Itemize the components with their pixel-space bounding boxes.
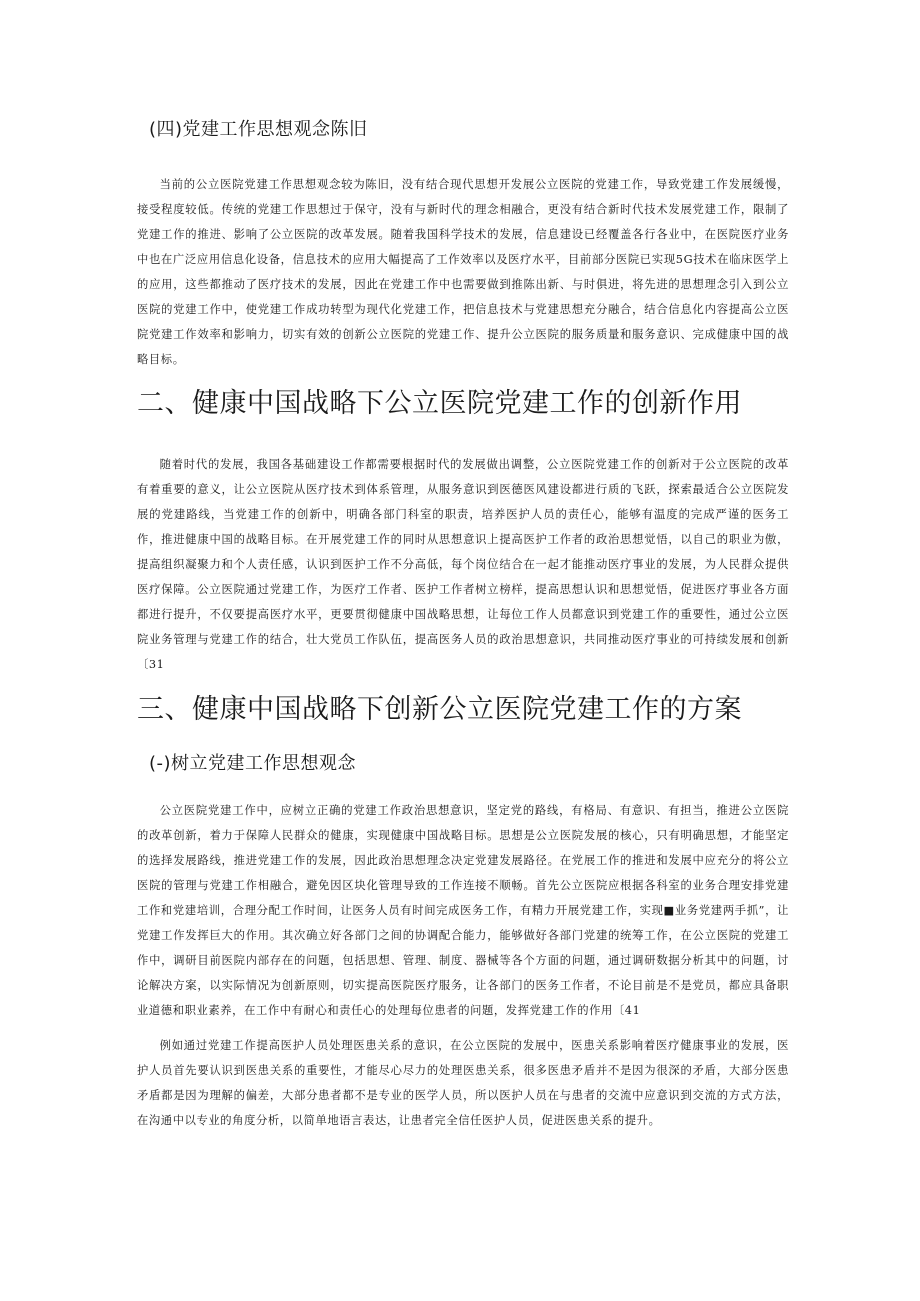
paragraph-outdated-thinking: 当前的公立医院党建工作思想观念较为陈旧，没有结合现代思想开发展公立医院的党建工作，导致党建工作发展缓慢，接受程度较低。传统的党建工作思想过于保守，没有与新时代的理念相融合，更没有结合新时代技术发展党建工作，限制了党建工作的推进、影响了公立医院的改革发展。随着我国科学技术的发展，信息建设已经覆盖各行各业中，在医院医疗业务中也在广泛应用信息化设备，信息技术的应用大幅提高了工作效率以及医疗水平，目前部分医院已实现5G技术在临床医学上的应用，这些都推动了医疗技术的发展，因此在党建工作中也需要做到推陈出新、与时俱进，将先进的思想理念引入到公立医院的党建工作中，使党建工作成功转型为现代化党建工作，把信息技术与党建思想充分融合，结合信息化内容提高公立医院党建工作效率和影响力，切实有效的创新公立医院的党建工作、提升公立医院的服务质量和服务意识、完成健康中国的战略目标。 (137, 178, 789, 366)
paragraph-establish-thinking: 公立医院党建工作中，应树立正确的党建工作政治思想意识，坚定党的路线，有格局、有意识、有担当，推进公立医院的改革创新，着力于保障人民群众的健康，实现健康中国战略目标。思想是公立医院发展的核心，只有明确思想，才能坚定的选择发展路线，推进党建工作的发展，因此政治思想理念决定党建发展路径。在党展工作的推进和发展中应充分的将公立医院的管理与党建工作相融合，避免因区块化管理导致的工作连接不顺畅。首先公立医院应根据各科室的业务合理安排党建工作和党建培训，合理分配工作时间，让医务人员有时间完成医务工作，有精力开展党建工作，实现■业务党建两手抓”，让党建工作发挥巨大的作用。其次确立好各部门之间的协调配合能力，能够做好各部门党建的统筹工作，在公立医院的党建工作中，调研目前医院内部存在的问题，包括思想、管理、制度、器械等各个方面的问题，通过调研数据分析其中的问题，讨论解决方案，以实际情况为创新原则，切实提高医院医疗服务，让各部门的医务工作者，不论目前是不是党员，都应具备职业道德和职业素养，在工作中有耐心和责任心的处理每位患者的问题，发挥党建工作的作用〔41 (137, 804, 789, 1017)
subsection-heading-four: (四)党建工作思想观念陈旧 (149, 119, 368, 140)
section-heading-three: 三、健康中国战略下创新公立医院党建工作的方案 (137, 694, 742, 725)
paragraph-innovation-role: 随着时代的发展，我国各基础建设工作都需要根据时代的发展做出调整，公立医院党建工作的创新对于公立医院的改革有着重要的意义，让公立医院从医疗技术到体系管理，从服务意识到医德医风建设都进行质的飞跃，探索最适合公立医院发展的党建路线，当党建工作的创新中，明确各部门科室的职责，培养医护人员的责任心，能够有温度的完成严谨的医务工作，推进健康中国的战略目标。在开展党建工作的同时从思想意识上提高医护工作者的政治思想觉悟，以自己的职业为傲，提高组织凝聚力和个人责任感，认识到医护工作不分高低，每个岗位结合在一起才能推动医疗事业的发展，为人民群众提供医疗保障。公立医院通过党建工作，为医疗工作者、医护工作者树立榜样，提高思想认识和思想觉悟，促进医疗事业各方面都进行提升，不仅要提高医疗水平，更要贯彻健康中国战略思想，让每位工作人员都意识到党建工作的重要性，通过公立医院业务管理与党建工作的结合，壮大党员工作队伍，提高医务人员的政治思想意识，共同推动医疗事业的可持续发展和创新〔31 (137, 458, 789, 671)
section-heading-two: 二、健康中国战略下公立医院党建工作的创新作用 (137, 388, 742, 419)
subsection-heading-one: (-)树立党建工作思想观念 (149, 753, 357, 774)
paragraph-doctor-patient-relations: 例如通过党建工作提高医护人员处理医患关系的意识，在公立医院的发展中，医患关系影响着医疗健康事业的发展，医护人员首先要认识到医患关系的重要性，才能尽心尽力的处理医患关系，很多医患矛盾并不是因为很深的矛盾，大部分医患矛盾都是因为理解的偏差，大部分患者都不是专业的医学人员，所以医护人员在与患者的交流中应意识到交流的方式方法，在沟通中以专业的角度分析，以简单地语言表达，让患者完全信任医护人员，促进医患关系的提升。 (137, 1039, 789, 1127)
document-body (137, 118, 789, 1133)
